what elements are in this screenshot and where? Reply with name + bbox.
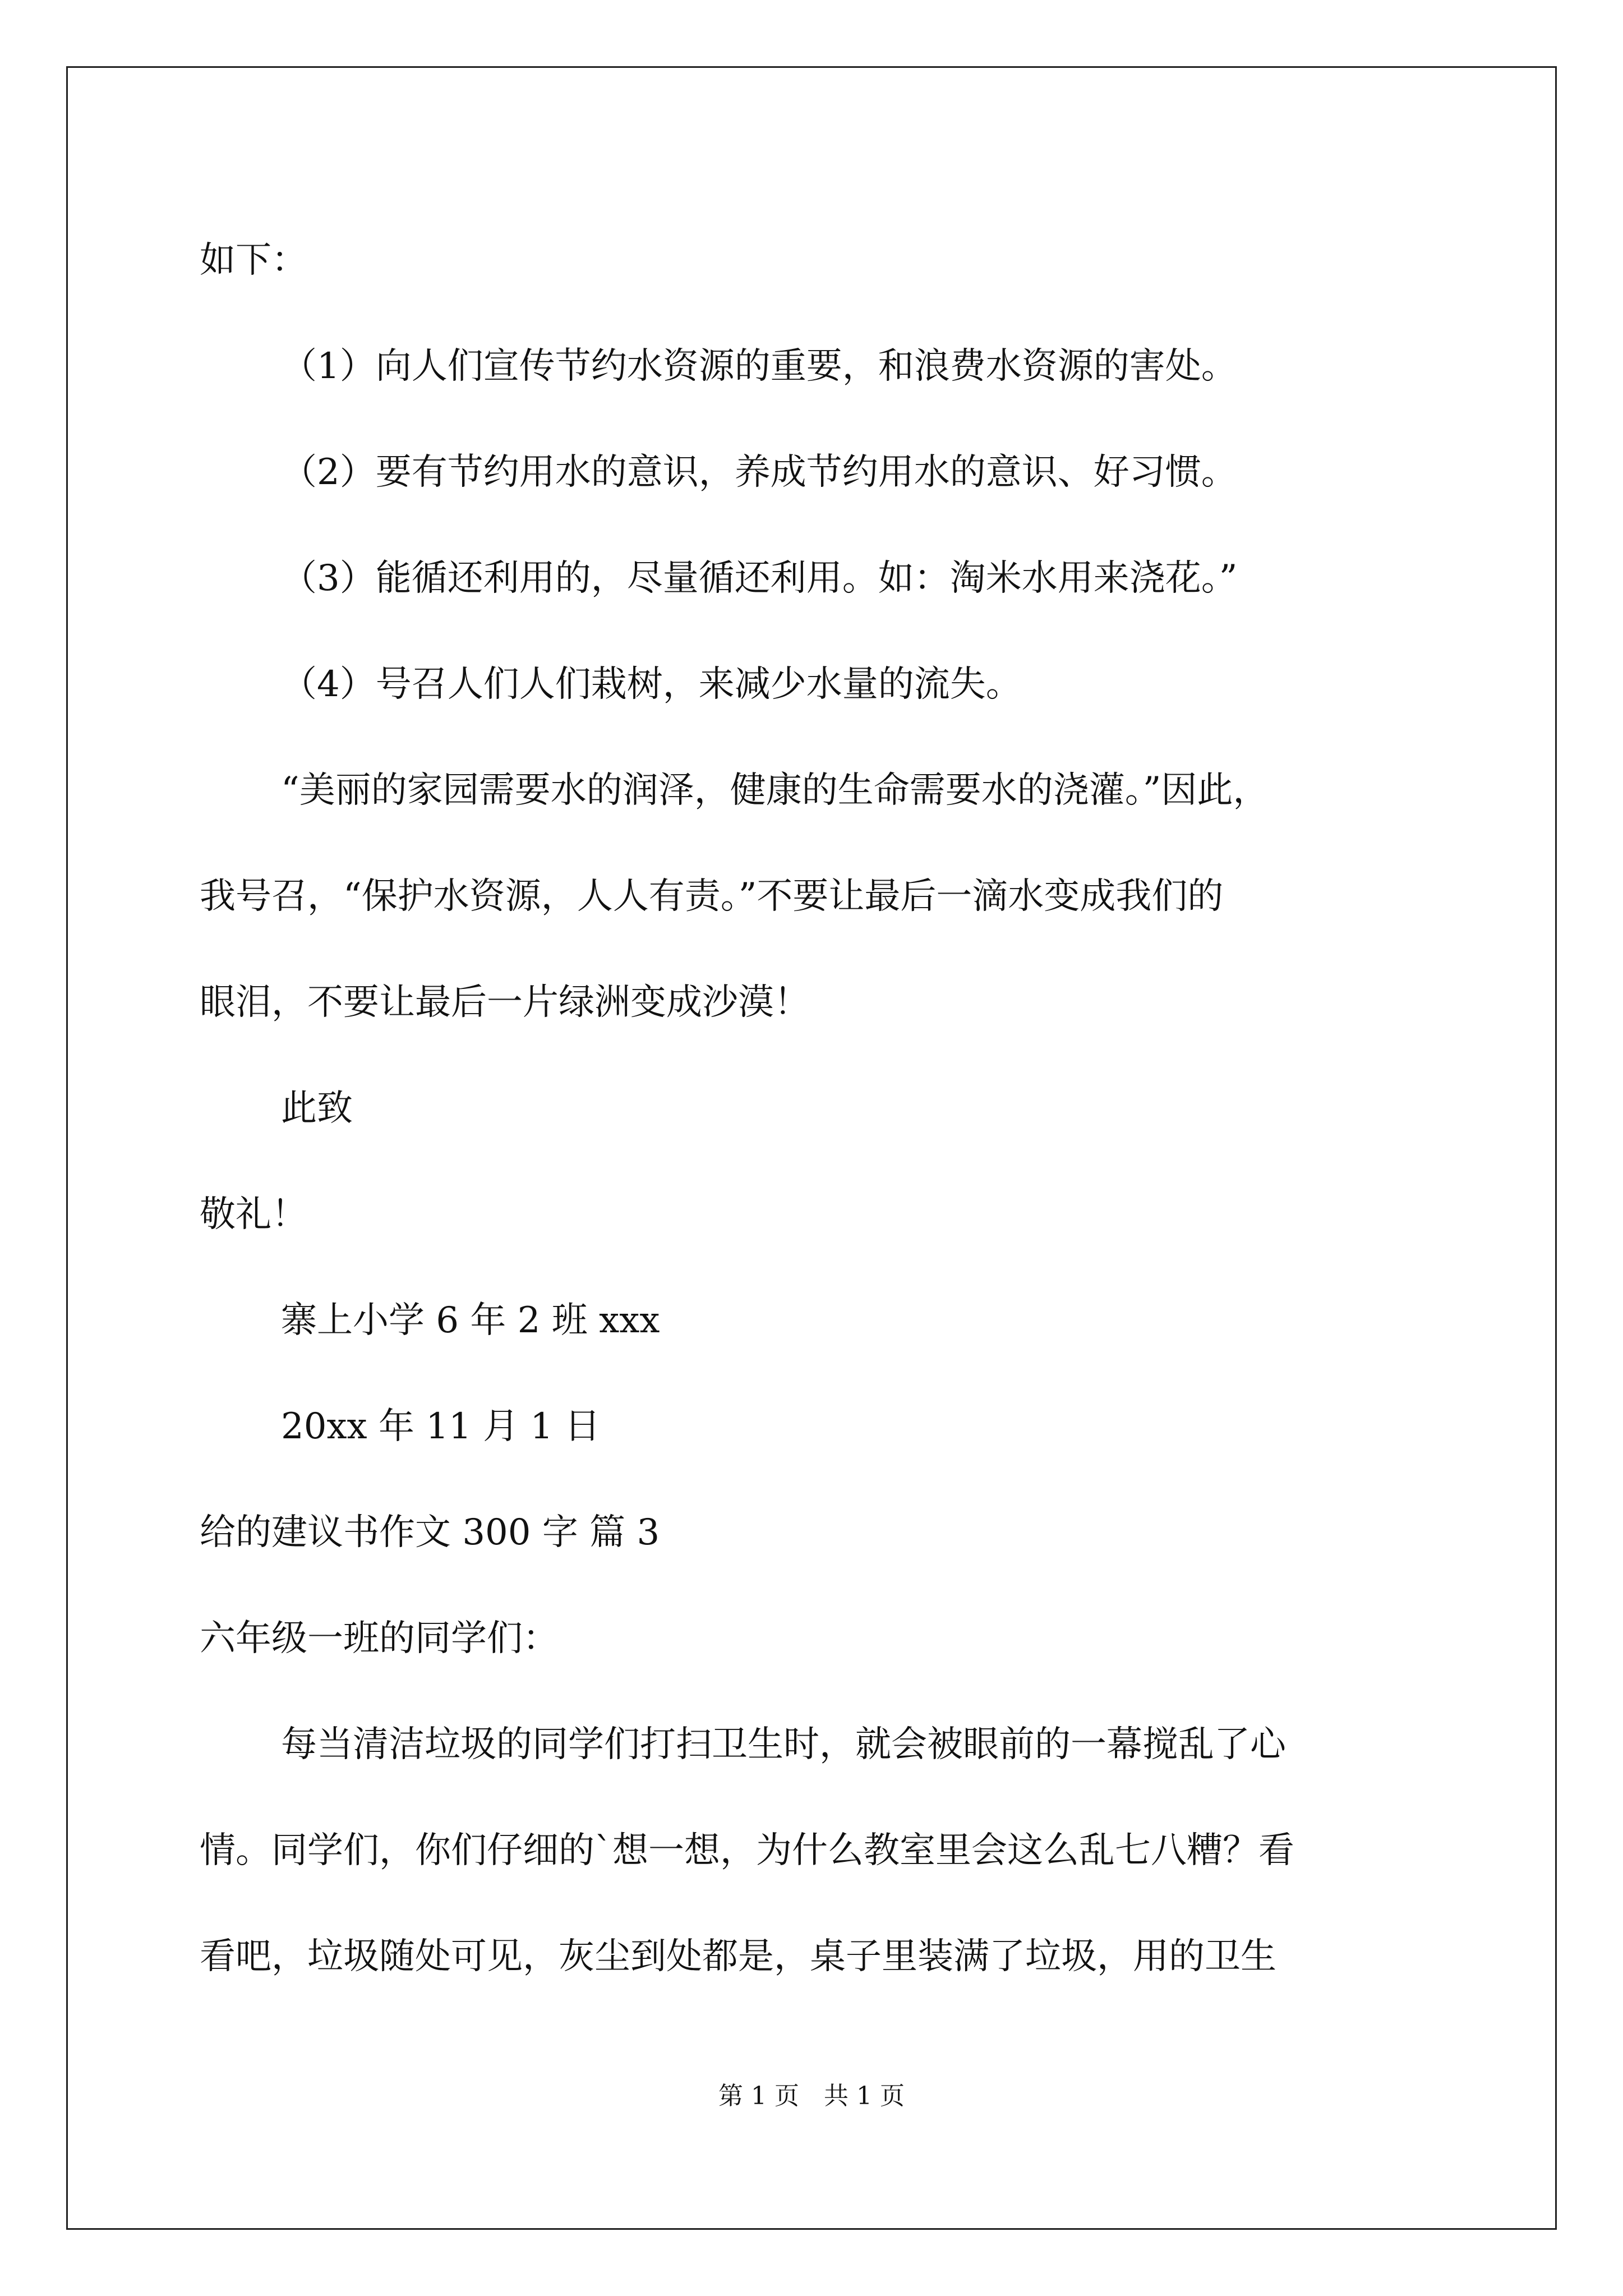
section-heading: 给的建议书作文 300 字 篇 3 <box>200 1512 660 1553</box>
text-line: 眼泪，不要让最后一片绿洲变成沙漠！ <box>200 982 810 1023</box>
text-line: 看吧，垃圾随处可见，灰尘到处都是，桌子里装满了垃圾，用的卫生 <box>200 1936 1276 1977</box>
text-line: 情。同学们，你们仔细的`想一想，为什么教室里会这么乱七八糟？看 <box>200 1830 1294 1871</box>
page-number: 第 1 页 共 1 页 <box>718 2082 905 2110</box>
closing-regards: 敬礼！ <box>200 1194 307 1235</box>
text-line: （3）能循还利用的，尽量循还利用。如：淘米水用来浇花。” <box>281 558 1238 599</box>
date: 20xx 年 11 月 1 日 <box>281 1406 601 1447</box>
text-line: 每当清洁垃圾的同学们打扫卫生时，就会被眼前的一幕搅乱了心 <box>281 1724 1286 1765</box>
signature: 寨上小学 6 年 2 班 xxx <box>281 1300 660 1341</box>
document-body <box>200 208 1433 2010</box>
text-line: （4）号召人们人们栽树，来减少水量的流失。 <box>281 664 1022 705</box>
text-line: 如下： <box>200 240 307 281</box>
closing-salutation: 此致 <box>281 1088 353 1129</box>
greeting: 六年级一班的同学们： <box>200 1618 559 1659</box>
text-line: （1）向人们宣传节约水资源的重要，和浪费水资源的害处。 <box>281 346 1237 387</box>
text-line: 我号召，“保护水资源，人人有责。”不要让最后一滴水变成我们的 <box>200 876 1224 917</box>
text-line: （2）要有节约用水的意识，养成节约用水的意识、好习惯。 <box>281 452 1237 493</box>
text-line: “美丽的家园需要水的润泽，健康的生命需要水的浇灌。”因此， <box>281 770 1269 811</box>
